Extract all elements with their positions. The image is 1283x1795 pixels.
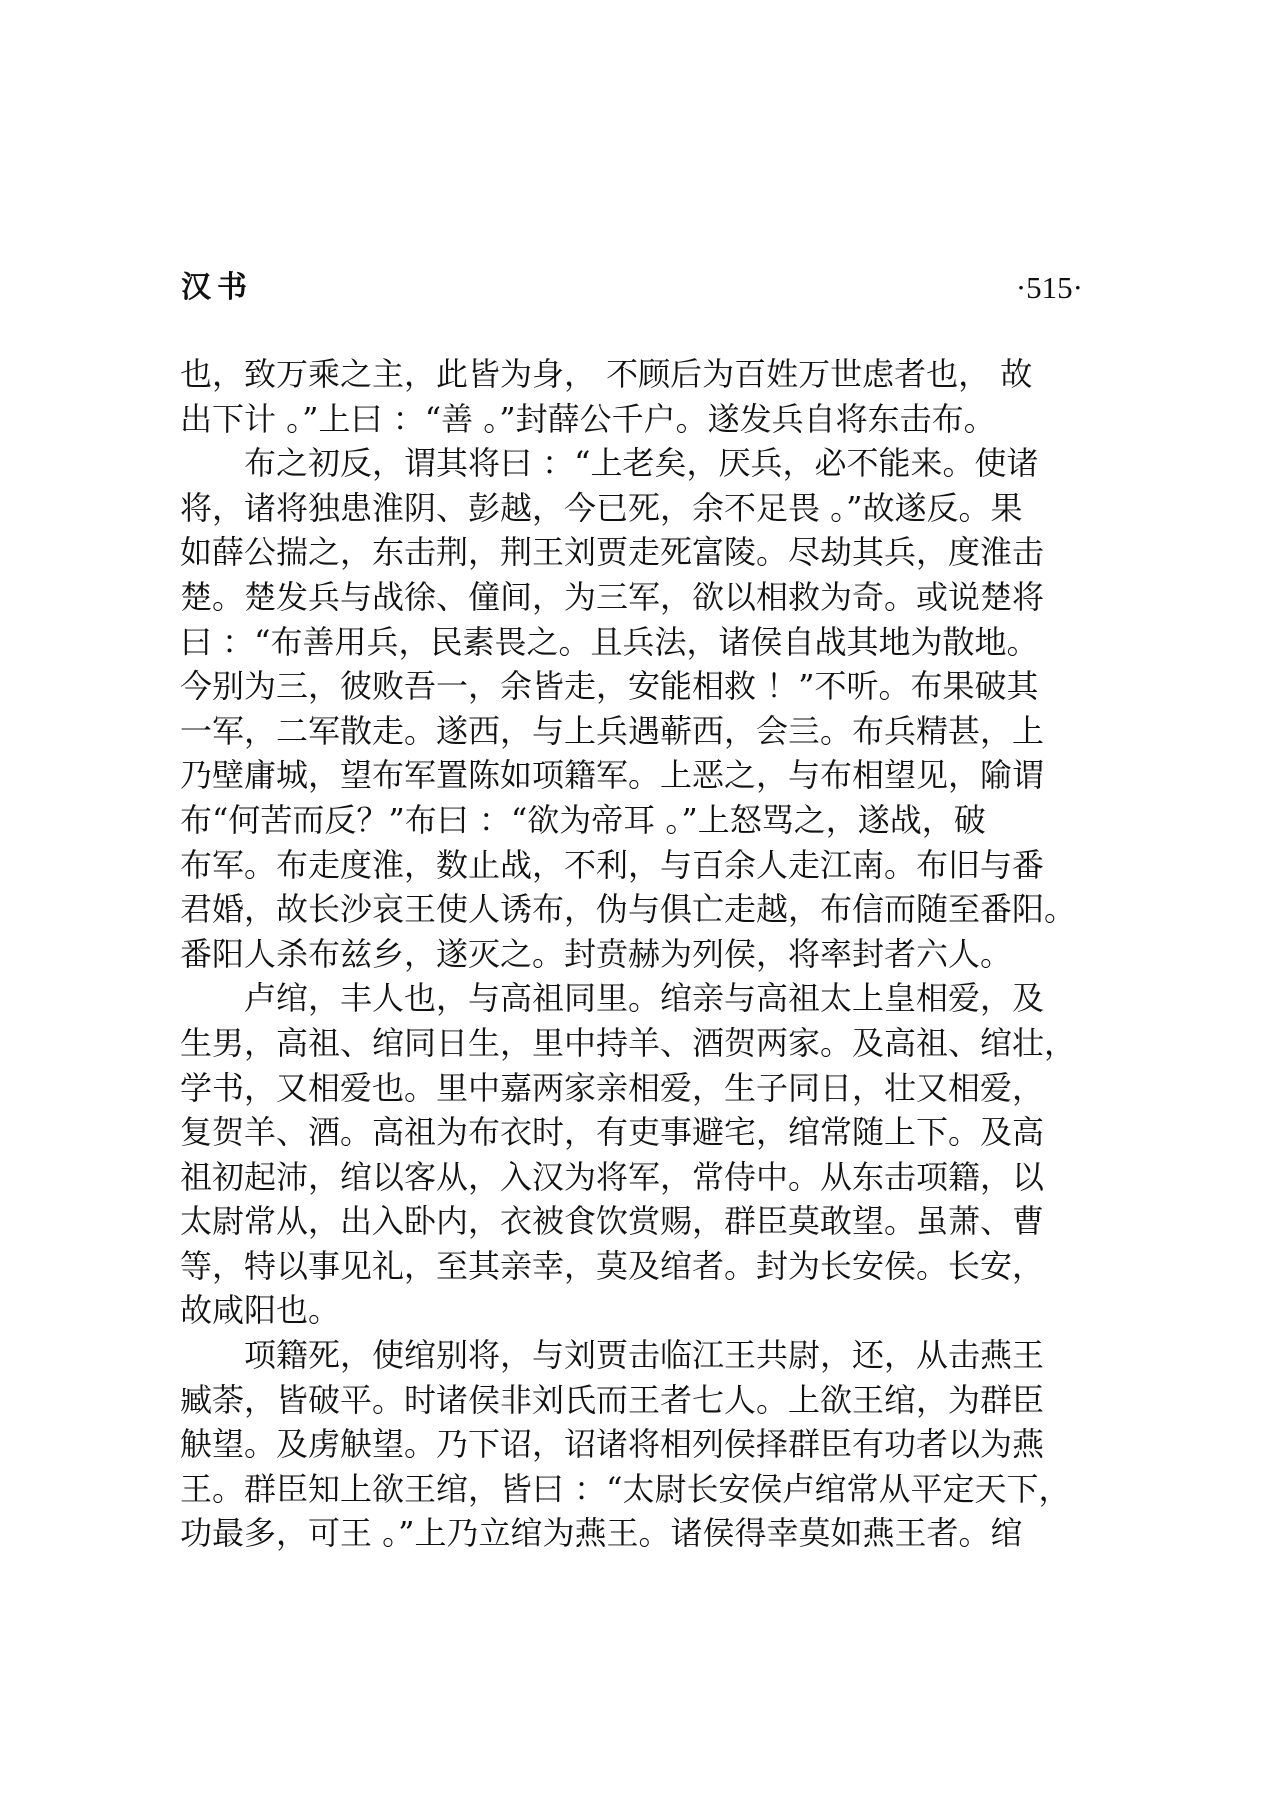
text-line: 卢绾，丰人也，与高祖同里。绾亲与高祖太上皇相爱，及 (244, 979, 1045, 1018)
text-line: 君婚，故长沙哀王使人诱布，伪与俱亡走越，布信而随至番阳。 (180, 890, 1077, 929)
text-line: 复贺羊、酒。高祖为布衣时，有吏事避宅，绾常随上下。及高 (180, 1113, 1045, 1152)
text-line: 曰 ：“布善用兵，民素畏之。且兵法，诸侯自战其地为散地。 (180, 622, 1039, 661)
text-line: 布之初反，谓其将曰 ：“上老矣，厌兵，必不能来。使诸 (244, 444, 1039, 483)
text-line: 王。群臣知上欲王绾，皆曰 ：“太尉长安侯卢绾常从平定天下， (180, 1469, 1071, 1508)
text-line: 功最多，可王 。”上乃立绾为燕王。诸侯得幸莫如燕王者。绾 (180, 1514, 1023, 1553)
text-line: 生男，高祖、绾同日生，里中持羊、酒贺两家。及高祖、绾壮， (180, 1023, 1077, 1062)
text-line: 乃壁庸城，望布军置陈如项籍军。上恶之，与布相望见，隃谓 (180, 756, 1045, 795)
text-line: 今别为三，彼败吾一，余皆走，安能相救 ！”不听。布果破其 (180, 667, 1039, 706)
body-text (180, 352, 1084, 1556)
text-line: 布“何苦而反？”布曰 ：“欲为帝耳 。”上怒骂之，遂战，破 (180, 800, 986, 839)
text-line: 觖望。及虏觖望。乃下诏，诏诸将相列侯择群臣有功者以为燕 (180, 1425, 1045, 1464)
text-line: 故咸阳也。 (180, 1291, 341, 1330)
text-line: 等，特以事见礼，至其亲幸，莫及绾者。封为长安侯。长安， (180, 1246, 1045, 1285)
text-line: 项籍死，使绾别将，与刘贾击临江王共尉，还，从击燕王 (244, 1336, 1045, 1375)
text-line: 番阳人杀布兹乡，遂灭之。封贲赫为列侯，将率封者六人。 (180, 934, 1013, 973)
page-number: ·515· (1015, 270, 1083, 305)
text-line: 学书，又相爱也。里中嘉两家亲相爱，生子同日，壮又相爱， (180, 1068, 1045, 1107)
text-line: 也，致万乘之主，此皆为身， 不顾后为百姓万世虑者也， 故 (180, 355, 1033, 393)
text-line: 楚。楚发兵与战徐、僮间，为三军，欲以相救为奇。或说楚将 (180, 577, 1045, 616)
text-line: 将，诸将独患淮阴、彭越，今已死，余不足畏 。”故遂反。果 (180, 488, 1023, 527)
text-line: 出下计 。”上曰 ：“善 。”封薛公千户。遂发兵自将东击布。 (180, 399, 996, 438)
running-head-title: 汉书 (181, 270, 253, 305)
text-line: 臧荼，皆破平。时诸侯非刘氏而王者七人。上欲王绾，为群臣 (180, 1380, 1045, 1419)
text-line: 祖初起沛，绾以客从，入汉为将军，常侍中。从东击项籍，以 (180, 1157, 1045, 1196)
text-line: 一军，二军散走。遂西，与上兵遇蕲西，会亖。布兵精甚，上 (180, 711, 1045, 750)
text-line: 太尉常从，出入卧内，衣被食饮赏赐，群臣莫敢望。虽萧、曹 (180, 1202, 1045, 1241)
text-line: 布军。布走度淮，数止战，不利，与百余人走江南。布旧与番 (180, 845, 1045, 884)
text-line: 如薛公揣之，东击荆，荆王刘贾走死富陵。尽劫其兵，度淮击 (180, 533, 1045, 572)
